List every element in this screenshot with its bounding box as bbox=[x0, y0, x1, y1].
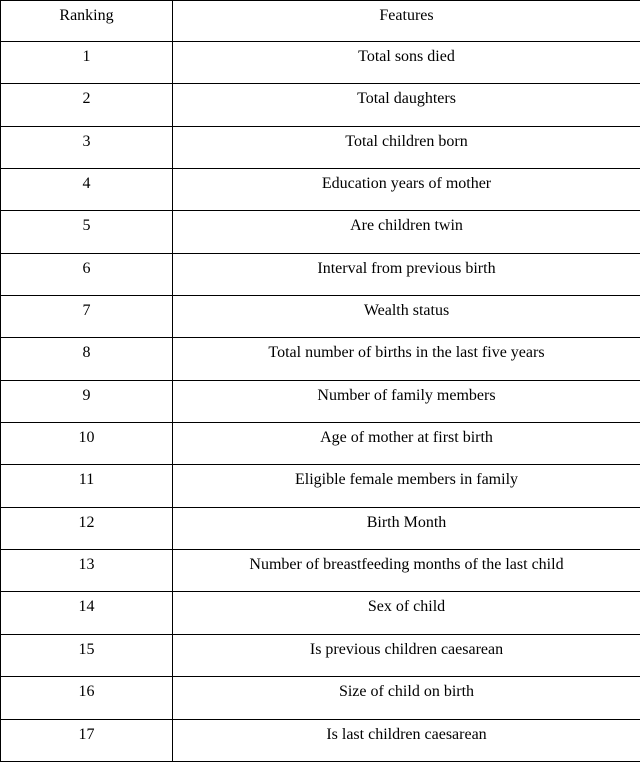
feature-cell: Birth Month bbox=[173, 507, 640, 549]
ranking-cell: 9 bbox=[1, 380, 173, 422]
header-features: Features bbox=[173, 1, 640, 42]
table-row bbox=[1, 423, 640, 465]
table-row bbox=[1, 126, 640, 168]
table-row bbox=[1, 84, 640, 126]
feature-cell: Total sons died bbox=[173, 42, 640, 84]
feature-cell: Size of child on birth bbox=[173, 677, 640, 719]
ranking-cell: 6 bbox=[1, 253, 173, 295]
table-row bbox=[1, 550, 640, 592]
header-ranking: Ranking bbox=[1, 1, 173, 42]
table-row bbox=[1, 211, 640, 253]
table-header-row bbox=[1, 1, 640, 42]
ranking-cell: 13 bbox=[1, 550, 173, 592]
feature-cell: Wealth status bbox=[173, 296, 640, 338]
table-row bbox=[1, 634, 640, 676]
ranking-cell: 1 bbox=[1, 42, 173, 84]
table-row bbox=[1, 592, 640, 634]
feature-cell: Are children twin bbox=[173, 211, 640, 253]
table-row bbox=[1, 42, 640, 84]
table-body bbox=[1, 42, 640, 762]
ranking-cell: 14 bbox=[1, 592, 173, 634]
table-row bbox=[1, 465, 640, 507]
table-row bbox=[1, 338, 640, 380]
feature-cell: Total children born bbox=[173, 126, 640, 168]
ranking-cell: 16 bbox=[1, 677, 173, 719]
feature-cell: Education years of mother bbox=[173, 169, 640, 211]
ranking-cell: 15 bbox=[1, 634, 173, 676]
feature-cell: Number of breastfeeding months of the last child bbox=[173, 550, 640, 592]
table-row bbox=[1, 296, 640, 338]
feature-cell: Eligible female members in family bbox=[173, 465, 640, 507]
ranking-cell: 8 bbox=[1, 338, 173, 380]
ranking-cell: 7 bbox=[1, 296, 173, 338]
ranking-cell: 5 bbox=[1, 211, 173, 253]
table-row bbox=[1, 253, 640, 295]
feature-cell: Sex of child bbox=[173, 592, 640, 634]
ranking-cell: 3 bbox=[1, 126, 173, 168]
feature-cell: Is last children caesarean bbox=[173, 719, 640, 762]
ranking-cell: 11 bbox=[1, 465, 173, 507]
feature-cell: Total number of births in the last five years bbox=[173, 338, 640, 380]
table-row bbox=[1, 719, 640, 762]
table-row bbox=[1, 507, 640, 549]
table-row bbox=[1, 677, 640, 719]
ranking-cell: 10 bbox=[1, 423, 173, 465]
ranking-cell: 4 bbox=[1, 169, 173, 211]
feature-cell: Is previous children caesarean bbox=[173, 634, 640, 676]
feature-cell: Age of mother at first birth bbox=[173, 423, 640, 465]
feature-cell: Total daughters bbox=[173, 84, 640, 126]
ranking-cell: 17 bbox=[1, 719, 173, 762]
table-row bbox=[1, 380, 640, 422]
feature-cell: Interval from previous birth bbox=[173, 253, 640, 295]
feature-cell: Number of family members bbox=[173, 380, 640, 422]
ranking-cell: 2 bbox=[1, 84, 173, 126]
table-row bbox=[1, 169, 640, 211]
ranking-cell: 12 bbox=[1, 507, 173, 549]
